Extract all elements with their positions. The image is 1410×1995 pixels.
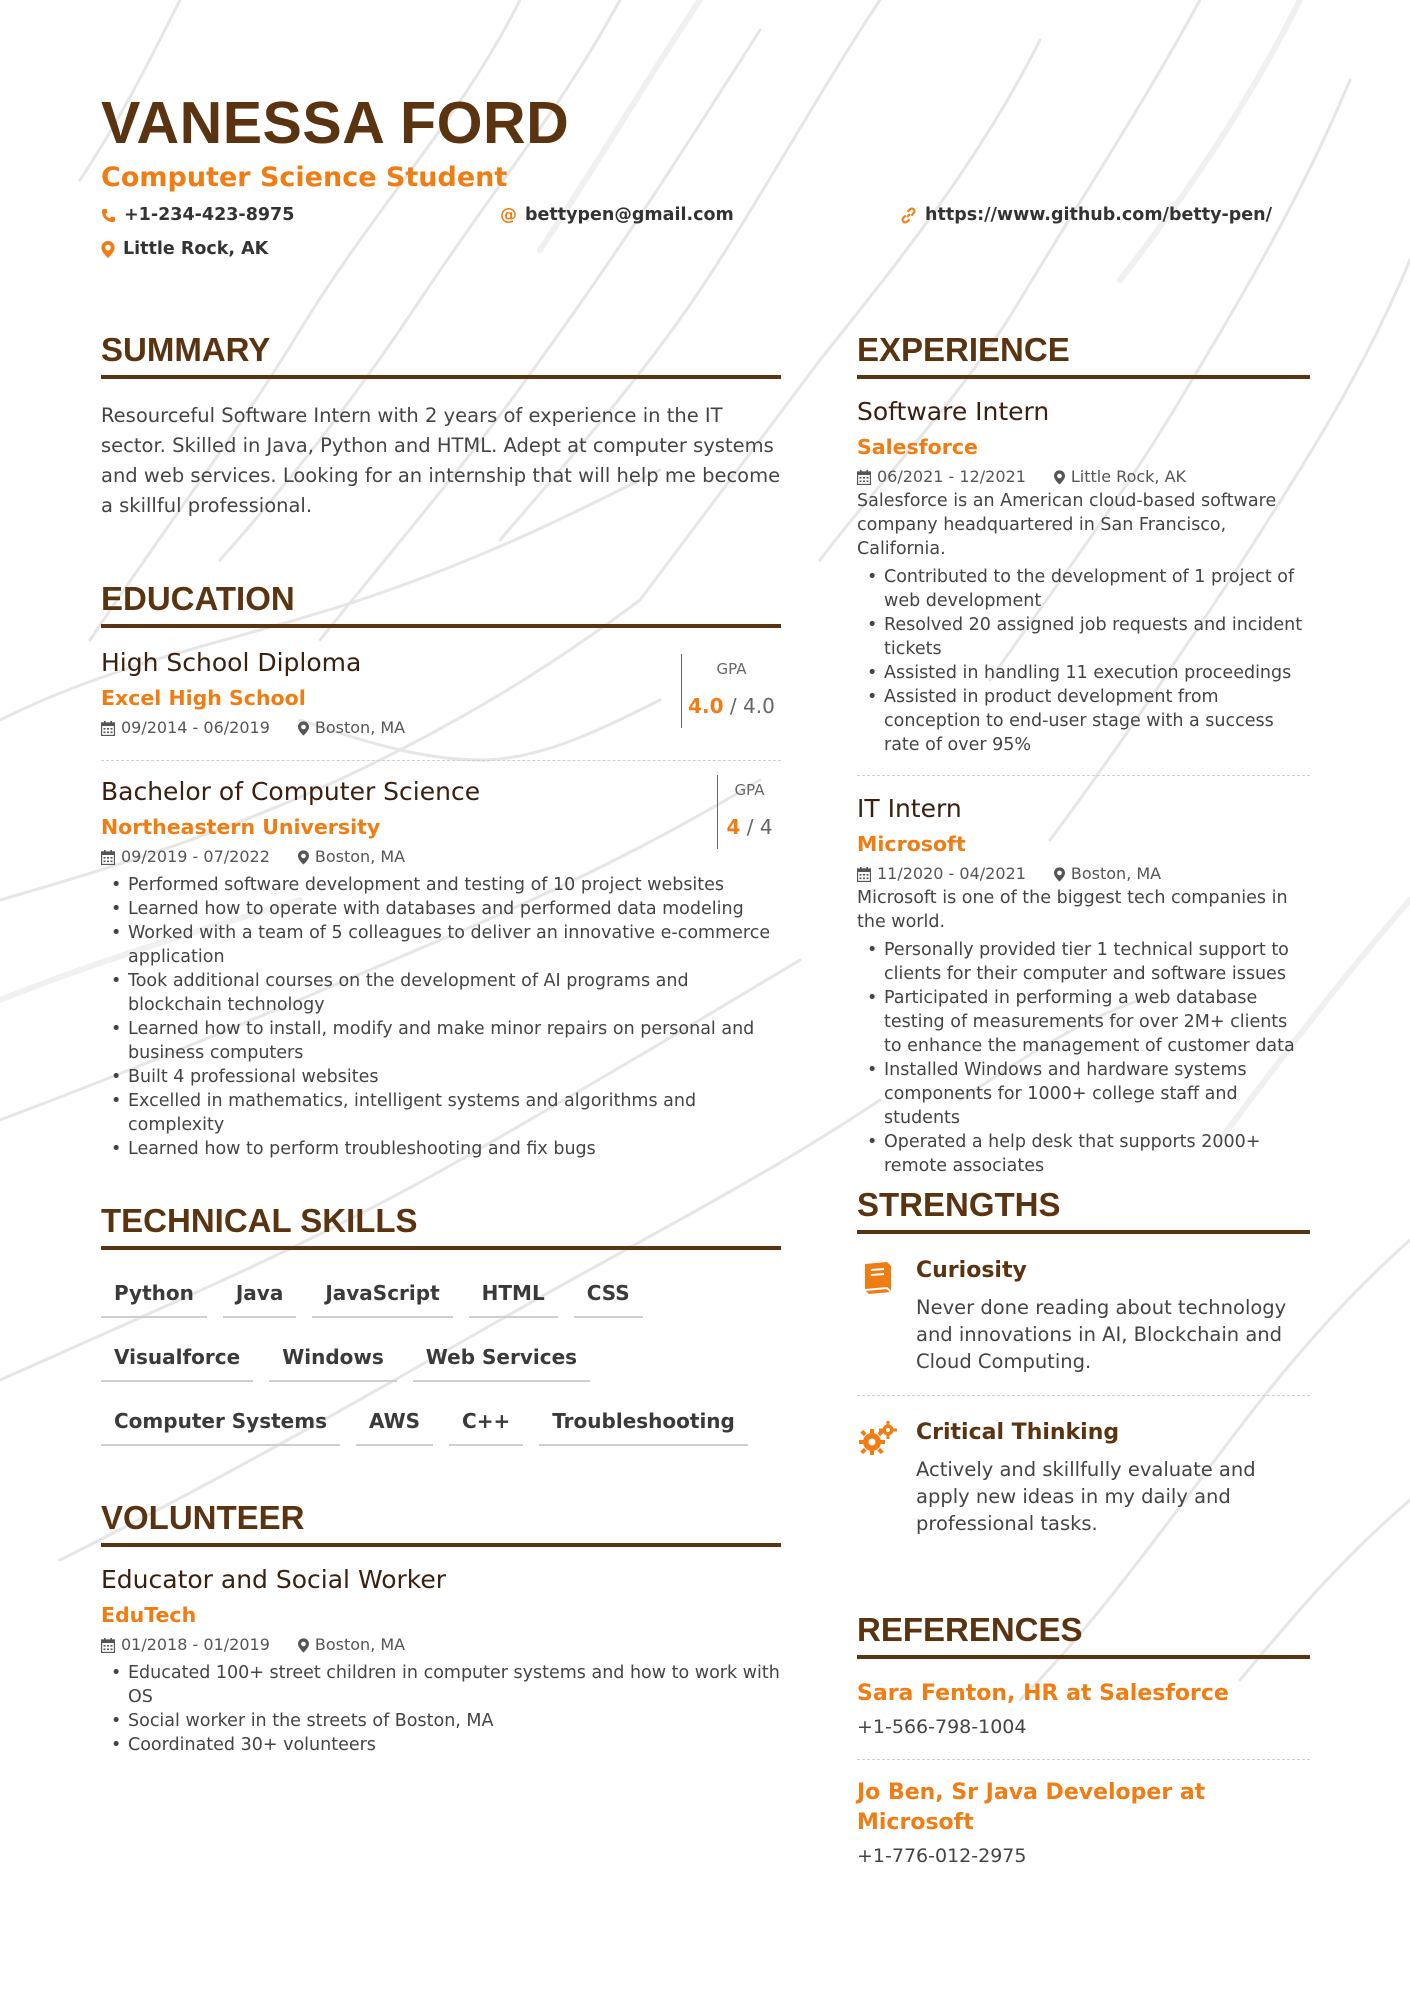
list-item: • Operated a help desk that supports 2000+ remote associates — [857, 1130, 1310, 1178]
experience-section — [857, 330, 1310, 1178]
skill-tag: Visualforce — [101, 1332, 253, 1382]
skill-tag: CSS — [574, 1268, 643, 1318]
strength-description: Actively and skillfully evaluate and apply new ideas in my daily and professional tasks. — [916, 1458, 1256, 1535]
experience-bullets — [857, 565, 1310, 757]
list-item: • Educated 100+ street children in computer systems and how to work with OS — [101, 1661, 781, 1709]
job-title: Software Intern — [857, 397, 1050, 426]
skills-list — [101, 1268, 781, 1460]
entry-location: Boston, MA — [1070, 864, 1162, 883]
job-title: IT Intern — [857, 794, 962, 823]
entry-meta — [101, 845, 781, 869]
calendar-icon — [101, 850, 115, 865]
skills-heading: TECHNICAL SKILLS — [101, 1201, 781, 1250]
reference-name: Jo Ben, Sr Java Developer at Microsoft — [857, 1780, 1206, 1835]
school-name: Excel High School — [101, 686, 306, 710]
gpa-score: 4 / 4 — [726, 815, 773, 839]
experience-entry — [857, 395, 1310, 757]
skill-tag: JavaScript — [312, 1268, 452, 1318]
education-entry — [101, 646, 781, 746]
experience-bullets — [857, 938, 1310, 1178]
education-heading: EDUCATION — [101, 579, 781, 628]
strengths-section — [857, 1185, 1310, 1537]
skill-tag: Computer Systems — [101, 1396, 340, 1446]
list-item: • Worked with a team of 5 colleagues to deliver an innovative e-commerce application — [101, 921, 781, 969]
strength-item — [857, 1256, 1310, 1375]
skill-tag: Python — [101, 1268, 207, 1318]
calendar-icon — [857, 867, 871, 882]
entry-meta — [857, 862, 1310, 886]
volunteer-heading: VOLUNTEER — [101, 1498, 781, 1547]
calendar-icon — [857, 470, 871, 485]
contact-github[interactable] — [900, 203, 1272, 227]
phone-icon — [101, 208, 116, 223]
book-icon — [857, 1258, 897, 1298]
skill-tag: Web Services — [413, 1332, 590, 1382]
strength-item — [857, 1418, 1310, 1537]
divider — [857, 1759, 1310, 1760]
entry-location: Boston, MA — [314, 718, 406, 737]
entry-dates: 11/2020 - 04/2021 — [877, 864, 1026, 883]
strengths-heading: STRENGTHS — [857, 1185, 1310, 1234]
skill-tag: C++ — [449, 1396, 523, 1446]
list-item: • Resolved 20 assigned job requests and incident tickets — [857, 613, 1310, 661]
calendar-icon — [101, 1638, 115, 1653]
list-item: • Learned how to perform troubleshooting and fix bugs — [101, 1137, 781, 1161]
volunteer-bullets — [101, 1661, 781, 1757]
company-name: Microsoft — [857, 832, 966, 856]
at-sign-icon: @ — [500, 205, 517, 225]
location-pin-icon — [298, 850, 309, 865]
location-pin-icon — [101, 241, 115, 258]
location-pin-icon — [298, 721, 309, 736]
list-item: • Coordinated 30+ volunteers — [101, 1733, 781, 1757]
divider — [101, 760, 781, 761]
reference-phone: +1-776-012-2975 — [857, 1845, 1027, 1867]
education-bullets — [101, 873, 781, 1161]
location-text: Little Rock, AK — [123, 239, 269, 259]
email-text: bettypen@gmail.com — [525, 205, 734, 225]
list-item: • Participated in performing a web database testing of measurements for over 2M+ clients to enhance the management of customer data — [857, 986, 1310, 1058]
education-section — [101, 579, 781, 1161]
company-description: Microsoft is one of the biggest tech companies in the world. — [857, 888, 1288, 932]
list-item: • Personally provided tier 1 technical support to clients for their computer and software issues — [857, 938, 1310, 986]
list-item: • Excelled in mathematics, intelligent systems and algorithms and complexity — [101, 1089, 781, 1137]
volunteer-org: EduTech — [101, 1603, 197, 1627]
reference-name: Sara Fenton, HR at Salesforce — [857, 1681, 1229, 1706]
list-item: • Contributed to the development of 1 project of web development — [857, 565, 1310, 613]
list-item: • Built 4 professional websites — [101, 1065, 781, 1089]
company-description: Salesforce is an American cloud-based software company headquartered in San Francisco, California. — [857, 491, 1277, 559]
experience-entry — [857, 792, 1310, 1178]
calendar-icon — [101, 721, 115, 736]
entry-meta — [857, 465, 1310, 489]
experience-heading: EXPERIENCE — [857, 330, 1310, 379]
list-item: • Assisted in handling 11 execution proceedings — [857, 661, 1310, 685]
skill-tag: Windows — [269, 1332, 397, 1382]
list-item: • Installed Windows and hardware systems components for 1000+ college staff and students — [857, 1058, 1310, 1130]
list-item: • Learned how to operate with databases and performed data modeling — [101, 897, 781, 921]
volunteer-section — [101, 1498, 781, 1757]
degree-title: Bachelor of Computer Science — [101, 777, 481, 806]
location-pin-icon — [298, 1638, 309, 1653]
link-icon — [900, 207, 917, 224]
skill-tag: HTML — [469, 1268, 558, 1318]
contact-location — [101, 237, 268, 261]
location-pin-icon — [1054, 867, 1065, 882]
skill-tag: Troubleshooting — [539, 1396, 748, 1446]
entry-location: Boston, MA — [314, 847, 406, 866]
list-item: • Assisted in product development from conception to end-user stage with a success rate of over 95% — [857, 685, 1310, 757]
strength-description: Never done reading about technology and innovations in AI, Blockchain and Cloud Computing. — [916, 1296, 1287, 1373]
summary-heading: SUMMARY — [101, 330, 781, 379]
divider — [857, 1395, 1310, 1396]
gpa-label: GPA — [716, 660, 747, 678]
contact-phone[interactable] — [101, 203, 294, 227]
gpa-score: 4.0 / 4.0 — [688, 694, 775, 718]
skill-tag: Java — [223, 1268, 296, 1318]
list-item: • Social worker in the streets of Boston, MA — [101, 1709, 781, 1733]
entry-location: Little Rock, AK — [1070, 467, 1187, 486]
list-item: • Took additional courses on the development of AI programs and blockchain technology — [101, 969, 781, 1017]
strength-title: Critical Thinking — [916, 1420, 1120, 1445]
degree-title: High School Diploma — [101, 648, 362, 677]
entry-location: Boston, MA — [314, 1635, 406, 1654]
location-pin-icon — [1054, 470, 1065, 485]
reference-item — [857, 1778, 1310, 1870]
divider — [857, 775, 1310, 776]
candidate-title: Computer Science Student — [101, 162, 508, 193]
volunteer-entry — [101, 1563, 781, 1757]
volunteer-title: Educator and Social Worker — [101, 1565, 447, 1594]
references-heading: REFERENCES — [857, 1610, 1310, 1659]
contact-email[interactable] — [500, 203, 734, 227]
entry-dates: 01/2018 - 01/2019 — [121, 1635, 270, 1654]
candidate-name: VANESSA FORD — [101, 90, 570, 156]
entry-meta — [101, 716, 781, 740]
entry-dates: 09/2014 - 06/2019 — [121, 718, 270, 737]
references-section — [857, 1610, 1310, 1870]
entry-meta — [101, 1633, 781, 1657]
school-name: Northeastern University — [101, 815, 381, 839]
gpa-block — [681, 654, 781, 728]
summary-section — [101, 330, 781, 521]
reference-item — [857, 1679, 1310, 1741]
skill-tag: AWS — [356, 1396, 433, 1446]
phone-text: +1-234-423-8975 — [124, 205, 295, 225]
summary-text: Resourceful Software Intern with 2 years of experience in the IT sector. Skilled in Java, Python and HTML. Adept at computer systems and web services. Looking for an internship that will help me become a skillful professional. — [101, 404, 781, 517]
company-name: Salesforce — [857, 435, 978, 459]
skills-section — [101, 1201, 781, 1460]
list-item: • Performed software development and testing of 10 project websites — [101, 873, 781, 897]
gpa-label: GPA — [734, 781, 765, 799]
entry-dates: 06/2021 - 12/2021 — [877, 467, 1026, 486]
gpa-block — [717, 775, 781, 849]
strength-title: Curiosity — [916, 1258, 1027, 1283]
list-item: • Learned how to install, modify and make minor repairs on personal and business computers — [101, 1017, 781, 1065]
education-entry — [101, 775, 781, 1161]
reference-phone: +1-566-798-1004 — [857, 1716, 1027, 1738]
gears-icon — [857, 1420, 897, 1460]
entry-dates: 09/2019 - 07/2022 — [121, 847, 270, 866]
github-link: https://www.github.com/betty-pen/ — [925, 205, 1272, 225]
